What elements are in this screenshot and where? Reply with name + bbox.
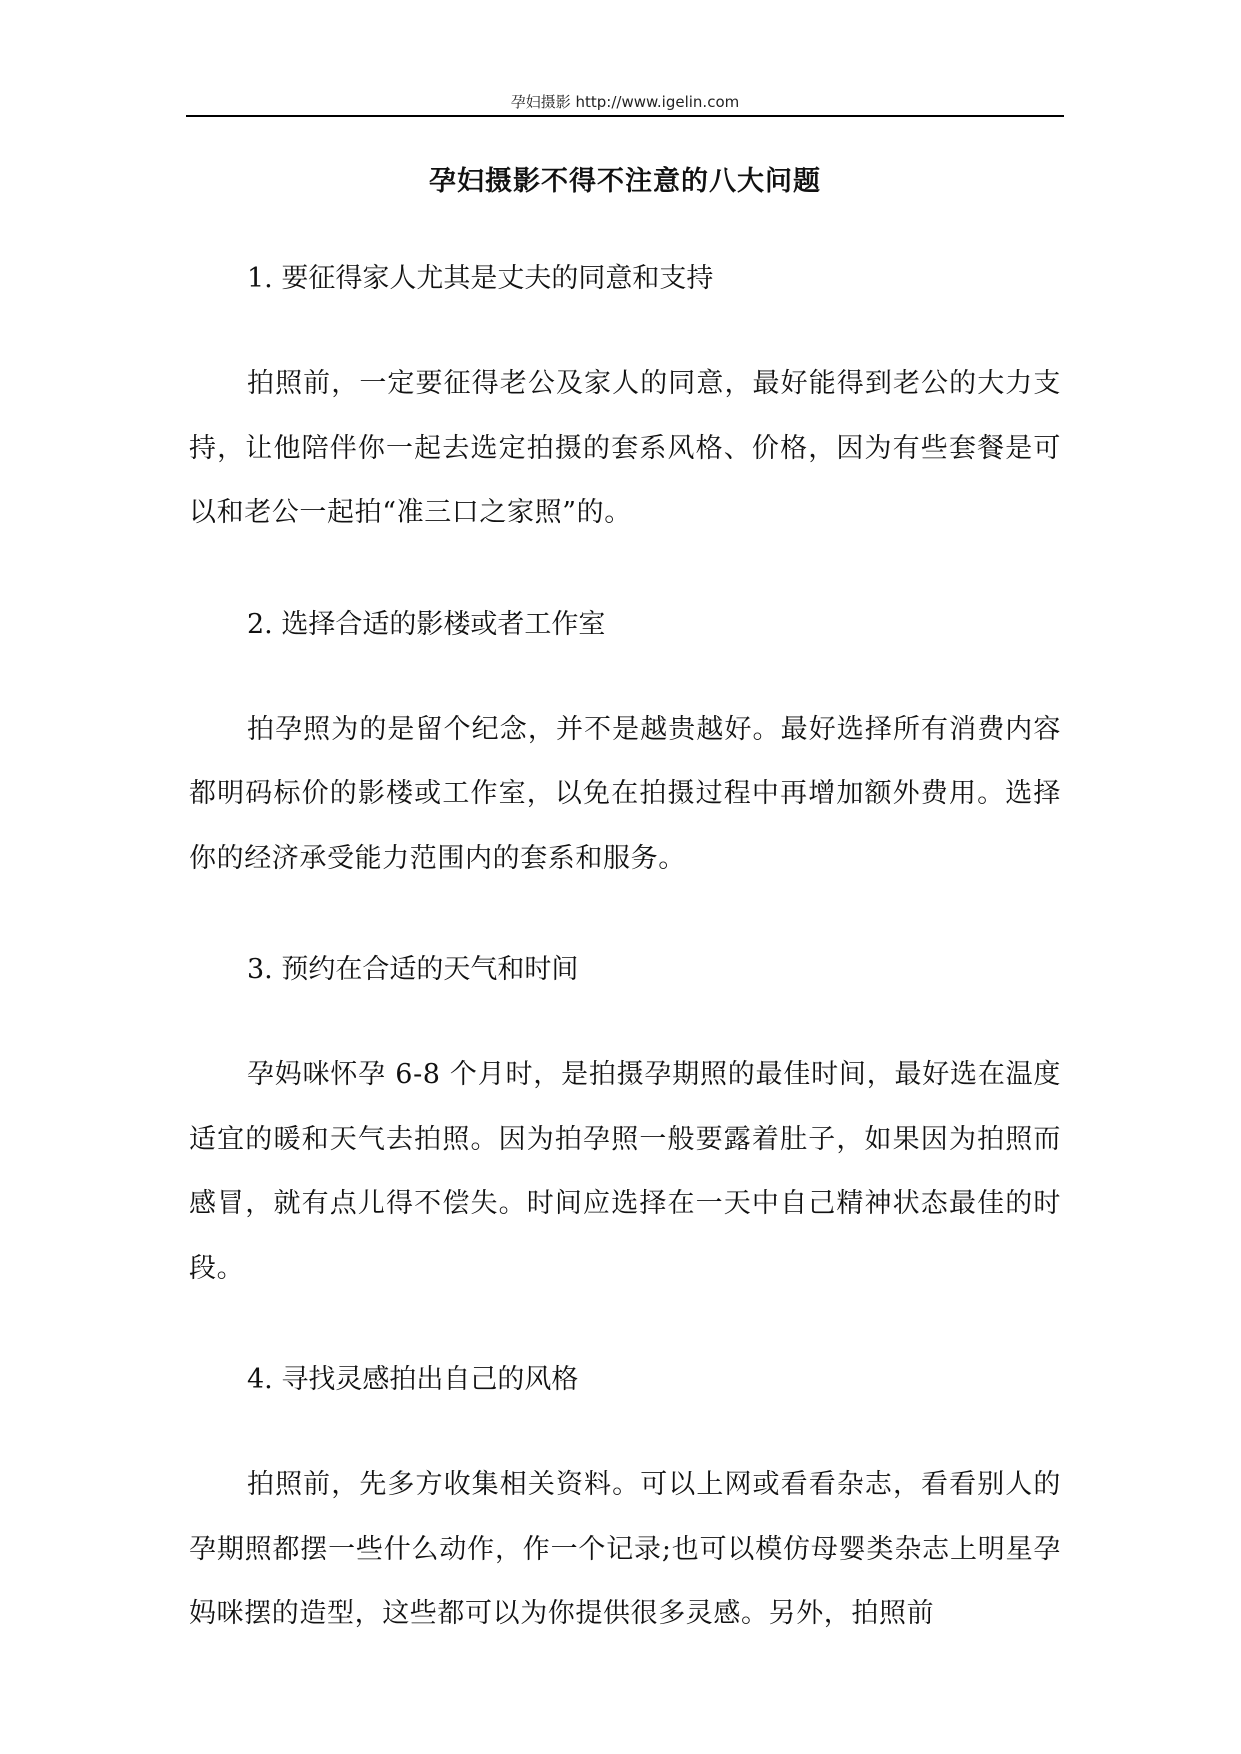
section-heading-2: 2. 选择合适的影楼或者工作室	[247, 608, 606, 640]
section-paragraph-2: 拍孕照为的是留个纪念，并不是越贵越好。最好选择所有消费内容都明码标价的影楼或工作室，以免在拍摄过程中再增加额外费用。选择你的经济承受能力范围内的套系和服务。	[189, 713, 1061, 874]
section-heading-1: 1. 要征得家人尤其是丈夫的同意和支持	[247, 263, 714, 294]
section-paragraph-4: 拍照前，先多方收集相关资料。可以上网或看看杂志，看看别人的孕期照都摆一些什么动作，作一个记录;也可以模仿母婴类杂志上明星孕妈咪摆的造型，这些都可以为你提供很多灵感。另外，拍照前	[189, 1469, 1061, 1629]
document-body	[189, 256, 1061, 1647]
section-paragraph-1: 拍照前，一定要征得老公及家人的同意，最好能得到老公的大力支持，让他陪伴你一起去选定拍摄的套系风格、价格，因为有些套餐是可以和老公一起拍“准三口之家照”的。	[189, 368, 1061, 528]
section-paragraph-3: 孕妈咪怀孕 6-8 个月时，是拍摄孕期照的最佳时间，最好选在温度适宜的暖和天气去拍照。因为拍孕照一般要露着肚子，如果因为拍照而感冒，就有点儿得不偿失。时间应选择在一天中自己精神状态最佳的时段。	[189, 1059, 1061, 1284]
section-heading-4: 4. 寻找灵感拍出自己的风格	[247, 1364, 579, 1395]
section-heading-3: 3. 预约在合适的天气和时间	[247, 954, 579, 985]
page-header: 孕妇摄影 http://www.igelin.com	[510, 93, 740, 111]
document-title: 孕妇摄影不得不注意的八大问题	[429, 166, 821, 197]
header-divider	[186, 115, 1064, 117]
